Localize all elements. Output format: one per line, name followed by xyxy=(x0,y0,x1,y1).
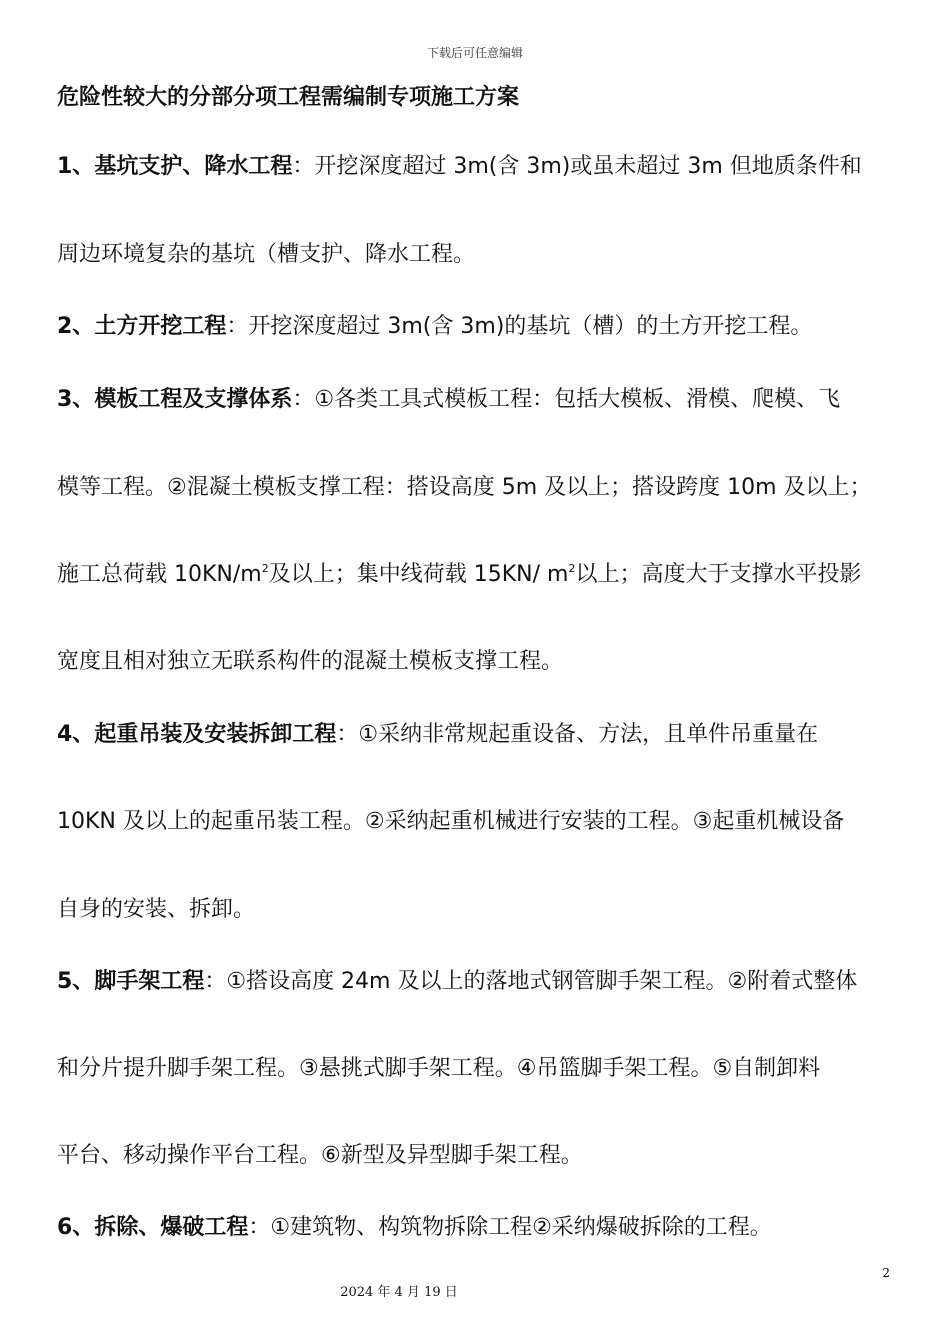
item-1-line-2: 周边环境复杂的基坑（槽支护、降水工程。 xyxy=(57,242,476,267)
footer-date: 2024 年 4 月 19 日 xyxy=(340,1285,458,1300)
item-2-colon: ： xyxy=(226,314,249,339)
header-note: 下载后可任意编辑 xyxy=(426,46,523,60)
item-4-text-1: ①采纳非常规起重设备、方法，且单件吊重量在 xyxy=(358,722,819,747)
item-5-line-3: 平台、移动操作平台工程。⑥新型及异型脚手架工程。 xyxy=(57,1143,583,1168)
item-6-number: 6、 xyxy=(57,1215,95,1240)
item-1-line-1 xyxy=(57,152,862,182)
item-4-line-3: 自身的安装、拆卸。 xyxy=(57,897,256,922)
item-6-colon: ： xyxy=(248,1215,271,1240)
item-3-line-3-part-c: 以上；高度大于支撑水平投影 xyxy=(575,562,862,587)
item-5-number: 5、 xyxy=(57,969,95,994)
item-3-heading: 模板工程及支撑体系 xyxy=(94,387,293,412)
superscript-2: 2 xyxy=(568,562,576,575)
item-6-text-1: ①建筑物、构筑物拆除工程②采纳爆破拆除的工程。 xyxy=(270,1215,772,1240)
item-4-line-2: 10KN 及以上的起重吊装工程。②采纳起重机械进行安装的工程。③起重机械设备 xyxy=(57,809,845,834)
item-3-number: 3、 xyxy=(57,387,95,412)
item-2-text-1: 开挖深度超过 3m(含 3m)的基坑（槽）的土方开挖工程。 xyxy=(248,314,813,339)
item-3-text-1: ①各类工具式模板工程：包括大模板、滑模、爬模、飞 xyxy=(314,387,841,412)
item-3-line-4: 宽度且相对独立无联系构件的混凝土模板支撑工程。 xyxy=(57,649,564,674)
document-title: 危险性较大的分部分项工程需编制专项施工方案 xyxy=(57,85,520,110)
item-5-line-2: 和分片提升脚手架工程。③悬挑式脚手架工程。④吊篮脚手架工程。⑤自制卸料 xyxy=(57,1056,821,1081)
superscript-2: 2 xyxy=(261,562,269,575)
item-4-line-1 xyxy=(57,720,818,750)
item-1-colon: ： xyxy=(292,154,315,179)
item-4-number: 4、 xyxy=(57,722,95,747)
item-3-colon: ： xyxy=(292,387,315,412)
item-1-text-1: 开挖深度超过 3m(含 3m)或虽未超过 3m 但地质条件和 xyxy=(314,154,862,179)
item-6-heading: 拆除、爆破工程 xyxy=(94,1215,249,1240)
page-number: 2 xyxy=(882,1266,890,1280)
item-1-number: 1、 xyxy=(57,154,95,179)
item-3-line-3 xyxy=(57,560,861,590)
item-2-line-1 xyxy=(57,312,812,342)
item-3-line-3-part-b: 及以上；集中线荷载 15KN/ m xyxy=(268,562,569,587)
item-4-heading: 起重吊装及安装拆卸工程 xyxy=(94,722,337,747)
item-3-line-2: 模等工程。②混凝土模板支撑工程：搭设高度 5m 及以上；搭设跨度 10m 及以上； xyxy=(57,475,872,500)
item-5-colon: ： xyxy=(204,969,227,994)
item-5-heading: 脚手架工程 xyxy=(94,969,205,994)
item-3-line-1 xyxy=(57,385,840,415)
item-5-line-1 xyxy=(57,967,857,997)
item-6-line-1 xyxy=(57,1213,772,1243)
item-4-colon: ： xyxy=(336,722,359,747)
item-1-heading: 基坑支护、降水工程 xyxy=(94,154,293,179)
item-2-number: 2、 xyxy=(57,314,95,339)
item-5-text-1: ①搭设高度 24m 及以上的落地式钢管脚手架工程。②附着式整体 xyxy=(226,969,858,994)
item-3-line-3-part-a: 施工总荷载 10KN/m xyxy=(57,562,262,587)
item-2-heading: 土方开挖工程 xyxy=(94,314,227,339)
